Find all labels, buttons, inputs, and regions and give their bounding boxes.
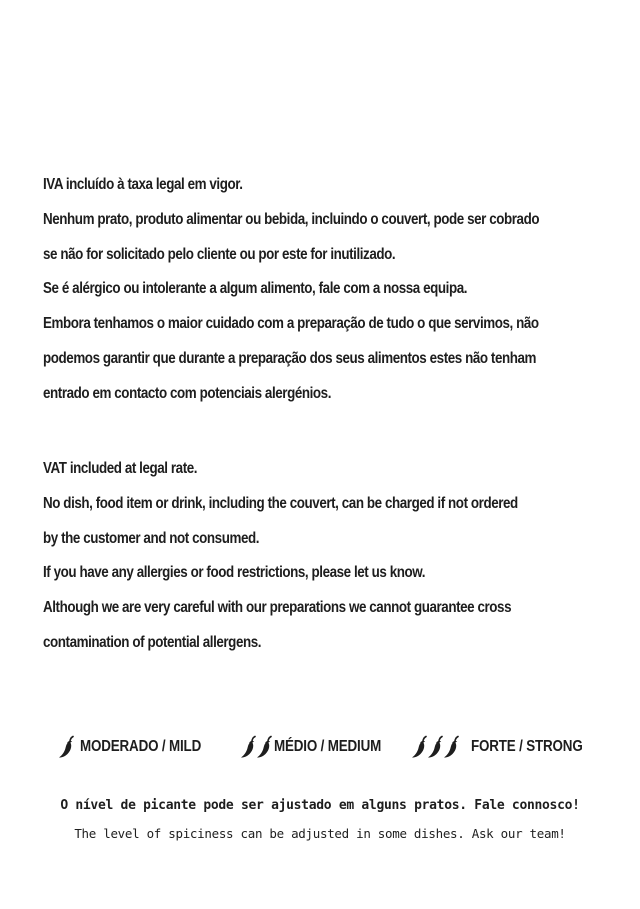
chili-pepper-icon [256,735,272,759]
notice-line: IVA incluído à taxa legal em vigor. [43,176,243,193]
notice-line: VAT included at legal rate. [43,460,198,477]
portuguese-notice [43,168,603,412]
notice-line: se não for solicitado pelo cliente ou por este for inutilizado. [43,245,396,263]
chili-group [411,735,459,759]
spice-level-strong [411,730,601,764]
chili-group [240,735,272,759]
chili-pepper-icon [58,735,74,759]
notice-line: Se é alérgico ou intolerante a algum alimento, fale com a nossa equipa. [43,280,468,298]
chili-group [58,735,74,759]
spice-label: MÉDIO / MEDIUM [274,738,382,755]
notice-line: by the customer and not consumed. [43,529,260,547]
spice-level-mild [58,730,221,764]
notice-line: Although we are very careful with our preparations we cannot guarantee cross [43,599,512,617]
notice-line: entrado em contacto com potenciais alergénios. [43,384,332,402]
notice-line: podemos garantir que durante a preparação dos seus alimentos estes não tenham [43,349,537,367]
chili-pepper-icon [240,735,256,759]
spice-legend [0,730,640,764]
chili-pepper-icon [427,735,443,759]
chili-pepper-icon [411,735,427,759]
chili-pepper-icon [443,735,459,759]
english-notice [43,452,603,661]
notice-line: No dish, food item or drink, including the couvert, can be charged if not ordered [43,494,518,512]
notice-line: contamination of potential allergens. [43,633,262,651]
spice-label: FORTE / STRONG [471,738,583,755]
spice-label: MODERADO / MILD [80,738,202,755]
notice-line: Embora tenhamos o maior cuidado com a preparação de tudo o que servimos, não [43,315,539,333]
notice-line: If you have any allergies or food restrictions, please let us know. [43,564,426,582]
notice-line: Nenhum prato, produto alimentar ou bebida, incluindo o couvert, pode ser cobrado [43,210,540,228]
spice-note-pt: O nível de picante pode ser ajustado em alguns pratos. Fale connosco! [60,798,580,813]
spice-level-medium [240,730,399,764]
spice-note-en: The level of spiciness can be adjusted in some dishes. Ask our team! [74,826,566,841]
